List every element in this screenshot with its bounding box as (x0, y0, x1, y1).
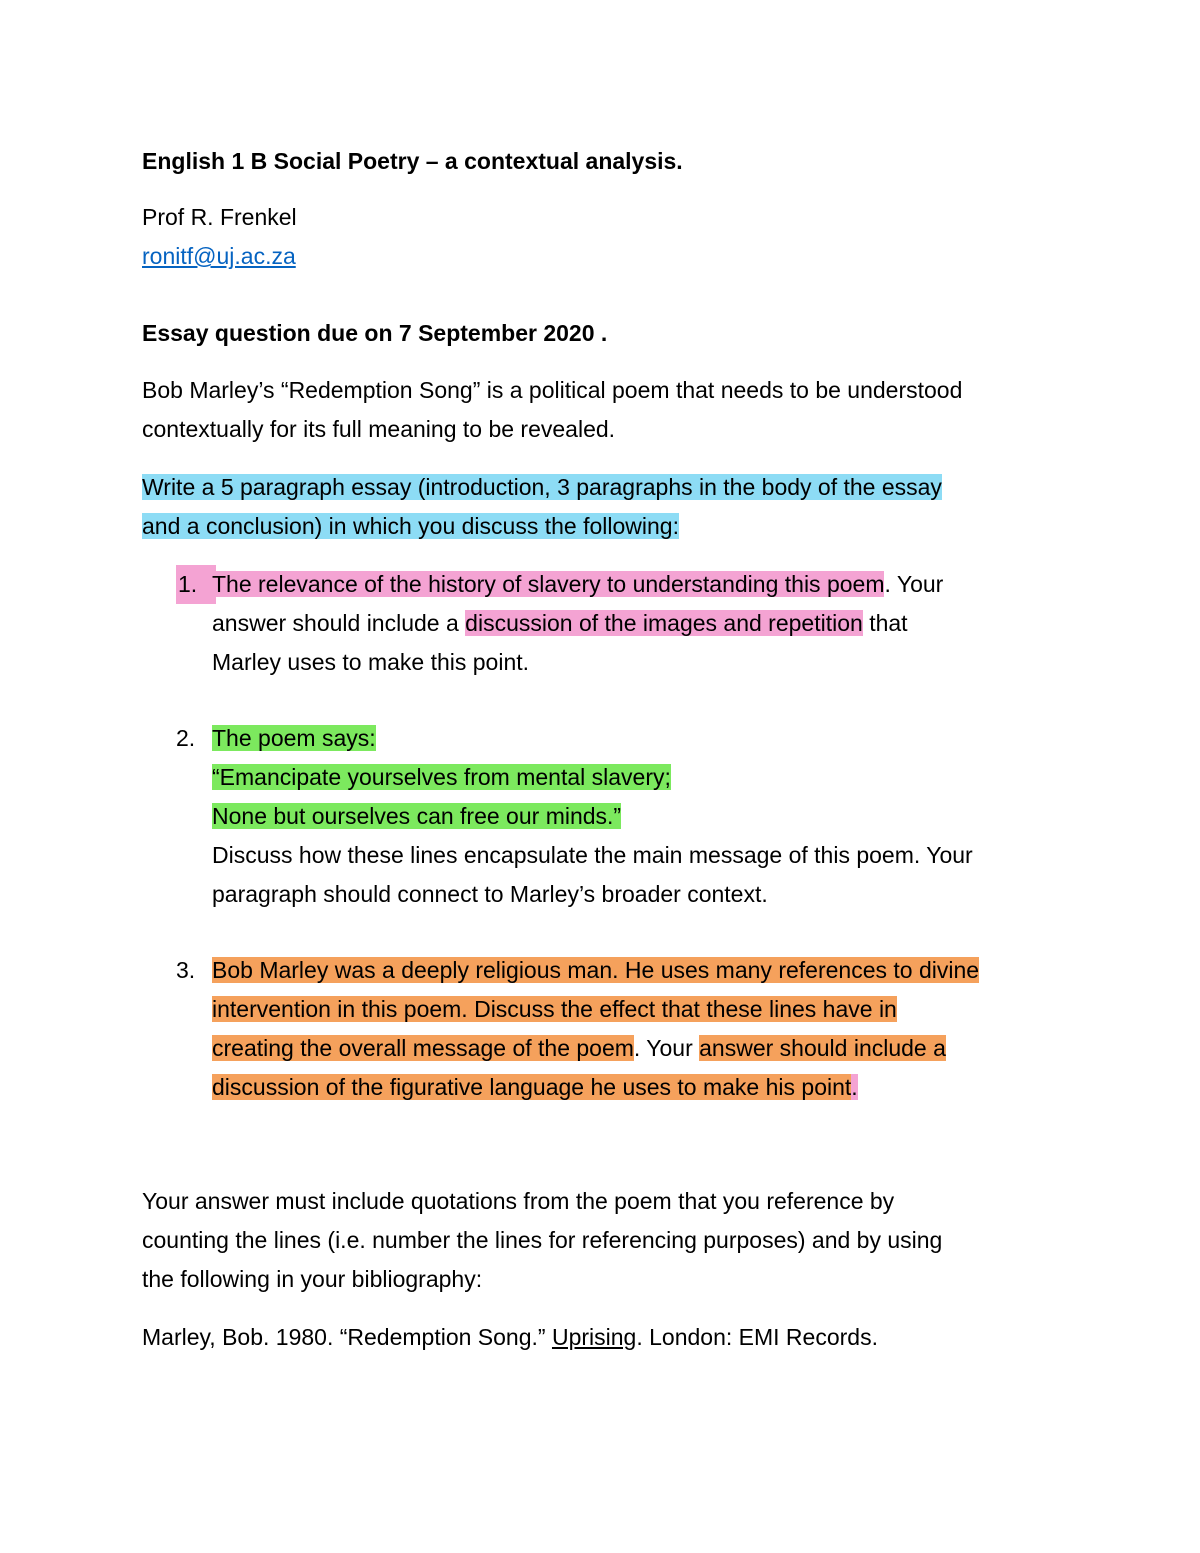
item-text: . (851, 1074, 858, 1100)
instruction-paragraph (142, 468, 1062, 546)
intro-paragraph (142, 371, 1062, 449)
item-text: that (862, 610, 908, 636)
item-text: Marley uses to make this point. (212, 649, 530, 675)
item-text: paragraph should connect to Marley’s broader context. (212, 881, 768, 907)
poem-quote-line: “Emancipate yourselves from mental slavery; (212, 764, 671, 790)
intro-line: Bob Marley’s “Redemption Song” is a political poem that needs to be understood (142, 377, 963, 403)
list-item-body (212, 951, 1072, 1107)
highlighted-text: discussion of the figurative language he uses to make his point (212, 1074, 852, 1100)
intro-line: contextually for its full meaning to be revealed. (142, 416, 616, 442)
poem-quote-line: None but ourselves can free our minds.” (212, 803, 622, 829)
list-item-body (212, 719, 1072, 914)
citation-text: Marley, Bob. 1980. “Redemption Song.” (142, 1324, 552, 1350)
item-text: . Your (633, 1035, 700, 1061)
item-text: Discuss how these lines encapsulate the main message of this poem. Your (212, 842, 973, 868)
instruction-line: Write a 5 paragraph essay (introduction, 3 paragraphs in the body of the essay (142, 474, 942, 500)
closing-line: the following in your bibliography: (142, 1266, 483, 1292)
citation-album: Uprising (551, 1324, 637, 1350)
item-text: . Your (884, 571, 944, 597)
list-item-body (212, 565, 1072, 682)
highlighted-text: discussion of the images and repetition (465, 610, 863, 636)
highlighted-text: The poem says: (212, 725, 376, 751)
list-number: 2. (176, 725, 196, 751)
item-text: answer should include a (212, 610, 466, 636)
highlighted-text: Bob Marley was a deeply religious man. He uses many references to divine (212, 957, 980, 983)
due-date-heading: Essay question due on 7 September 2020 . (142, 320, 608, 346)
instruction-line: and a conclusion) in which you discuss the following: (142, 513, 679, 539)
citation-text: . London: EMI Records. (636, 1324, 878, 1350)
closing-line: counting the lines (i.e. number the lines for referencing purposes) and by using (142, 1227, 943, 1253)
email-link[interactable]: ronitf@uj.ac.za (142, 243, 296, 269)
author-name: Prof R. Frenkel (142, 204, 297, 230)
list-number: 1. (176, 565, 216, 604)
highlighted-text: answer should include a (699, 1035, 946, 1061)
document-title: English 1 B Social Poetry – a contextual analysis. (142, 148, 683, 174)
highlighted-text: intervention in this poem. Discuss the effect that these lines have in (212, 996, 897, 1022)
author-email-container (142, 237, 1062, 276)
highlighted-text: creating the overall message of the poem (212, 1035, 634, 1061)
bibliography-citation (142, 1318, 1062, 1357)
closing-line: Your answer must include quotations from the poem that you reference by (142, 1188, 895, 1214)
list-number: 3. (176, 957, 196, 983)
highlighted-text: The relevance of the history of slavery to understanding this poem (212, 571, 885, 597)
closing-paragraph (142, 1182, 1062, 1299)
